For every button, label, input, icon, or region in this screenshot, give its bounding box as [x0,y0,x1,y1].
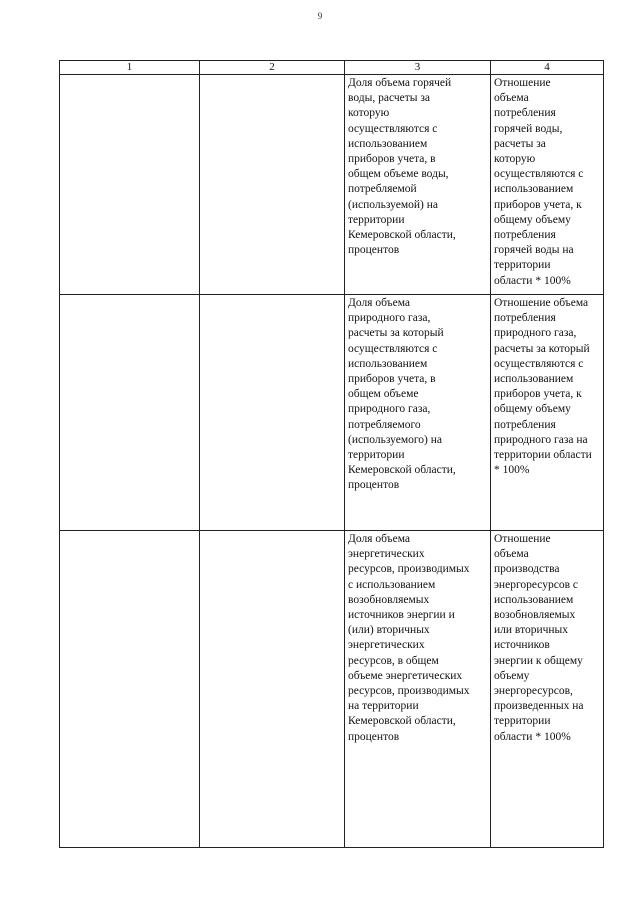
column-header-2: 2 [200,61,345,75]
table-cell-col2 [200,531,345,848]
cell-text [60,75,199,76]
table-row [60,295,604,531]
formula-text: Отношение объема потребления природного газа, расчеты за который осуществляются с использованием приборов учета, к общему объему потребления природного газа на территории области * 100% [494,297,592,477]
indicator-text: Доля объема горячей воды, расчеты за которую осуществляются с использованием приборов учета, в общем объеме воды, потребляемой (используемой) на территории Кемеровской области, процентов [348,77,456,257]
column-header-3: 3 [345,61,491,75]
table-cell-formula [491,531,604,848]
indicator-text: Доля объема природного газа, расчеты за который осуществляются с использованием приборов учета, в общем объеме природного газа, потребляемого (используемого) на территории Кемеровской области, процентов [348,297,456,492]
page-number: 9 [317,11,323,21]
table-cell-indicator [345,75,491,295]
table-cell-indicator [345,295,491,531]
cell-text [200,75,344,76]
table-cell-formula [491,295,604,531]
indicator-text: Доля объема энергетических ресурсов, производимых с использованием возобновляемых источников энергии и (или) вторичных энергетических ресурсов, в общем объеме энергетических ресурсов, производимых на территории Кемеровской области, процентов [348,533,470,743]
table-row [60,531,604,848]
table-cell-col1 [60,75,200,295]
cell-text [200,295,344,296]
indicators-table [59,60,604,848]
table-header-row [60,61,604,75]
cell-text [200,531,344,532]
table-cell-col1 [60,531,200,848]
cell-text [60,295,199,296]
table-row [60,75,604,295]
column-header-4: 4 [491,61,604,75]
table-cell-formula [491,75,604,295]
column-header-1: 1 [60,61,200,75]
table-cell-col2 [200,295,345,531]
formula-text: Отношение объема потребления горячей воды, расчеты за которую осуществляются с использованием приборов учета, к общему объему потребления горячей воды на территории области * 100% [494,77,584,287]
table-cell-indicator [345,531,491,848]
table-cell-col2 [200,75,345,295]
formula-text: Отношение объема производства энергоресурсов с использованием возобновляемых или вторичных источников энергии к общему объему энергоресурсов, произведенных на территории области * 100% [494,533,584,743]
cell-text [60,531,199,532]
table-cell-col1 [60,295,200,531]
